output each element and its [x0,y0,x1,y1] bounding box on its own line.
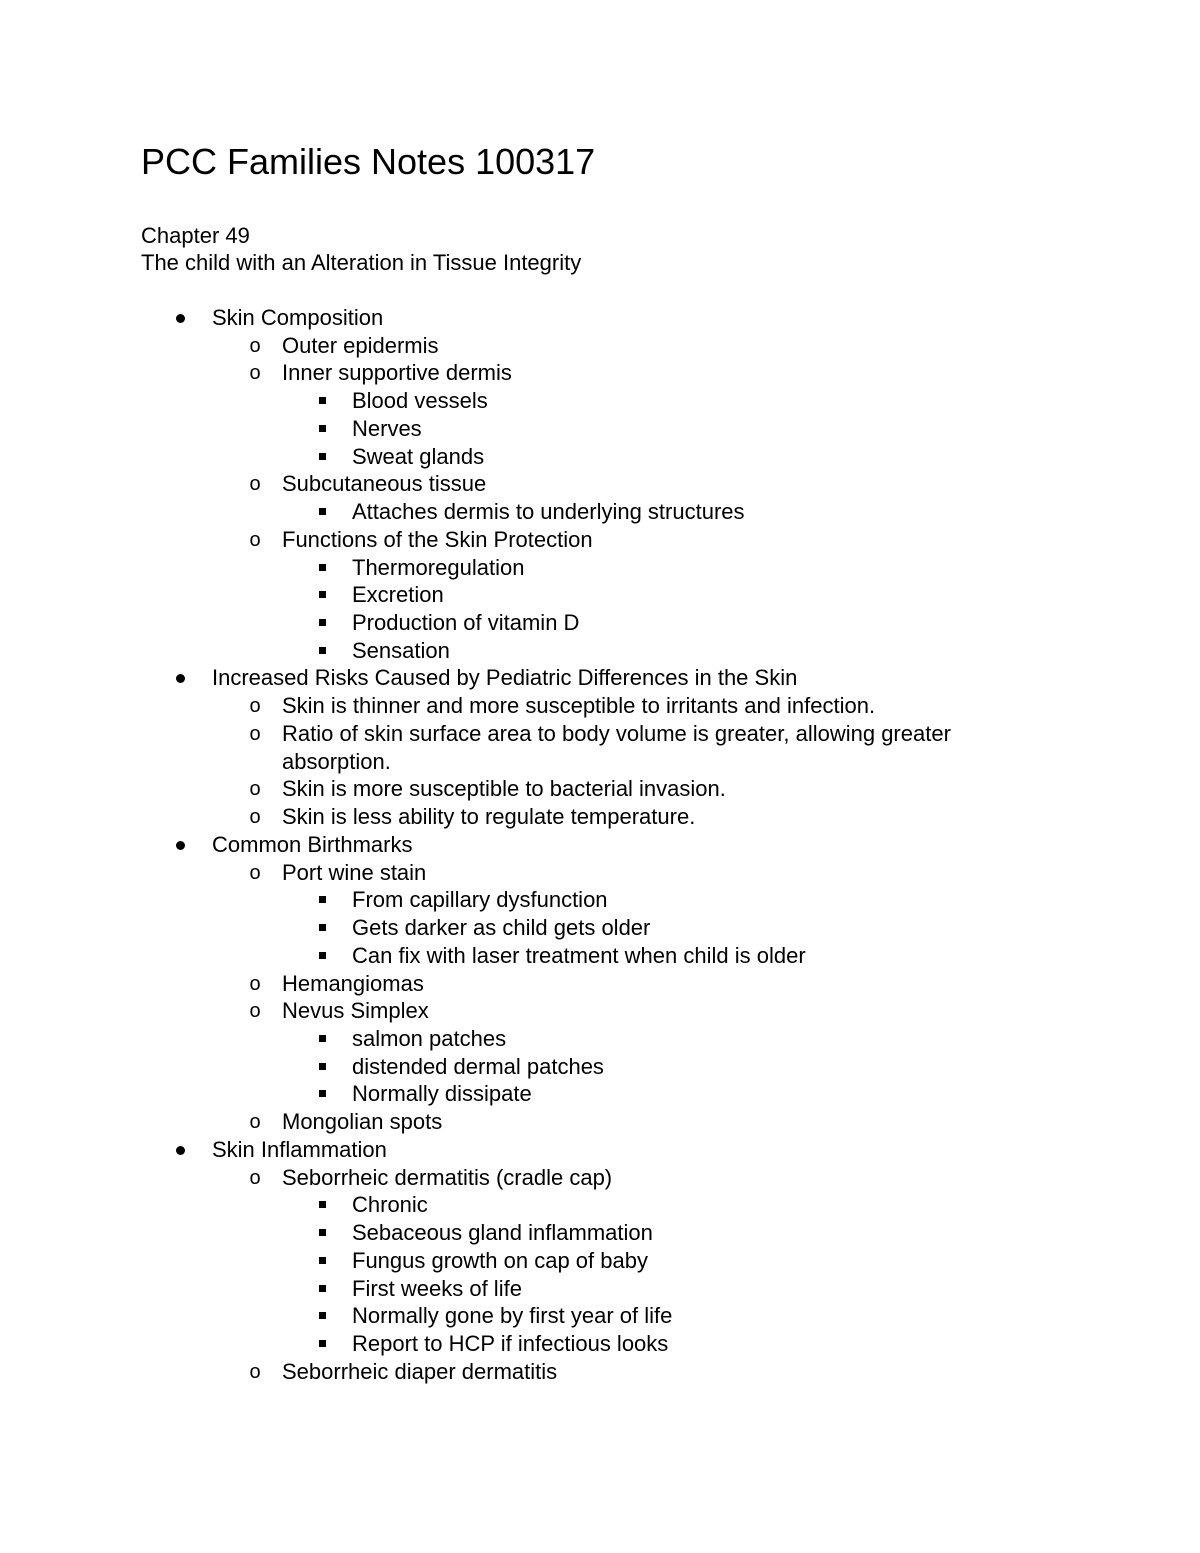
bullet-circle-icon: o [249,362,261,385]
outline-item-level-2 [0,1053,1200,1081]
outline-item-level-0 [0,1136,1200,1164]
outline-item-level-2 [0,886,1200,914]
outline-item-text: Production of vitamin D [352,610,580,636]
bullet-circle-icon: o [249,1360,261,1383]
outline-item-level-1 [0,1164,1200,1192]
bullet-circle-icon: o [249,1000,261,1023]
outline-item-level-2 [0,1330,1200,1358]
outline-item-level-2 [0,1219,1200,1247]
outline-item-text: Subcutaneous tissue [282,471,487,497]
outline-item-text: Seborrheic dermatitis (cradle cap) [282,1164,613,1190]
outline-item-text: First weeks of life [352,1275,522,1301]
outline-item-level-2 [0,1247,1200,1275]
outline-item-text: Normally dissipate [352,1081,532,1107]
outline-item-text: Inner supportive dermis [282,360,512,386]
chapter-subtitle: The child with an Alteration in Tissue Integrity [141,250,582,275]
outline-item-text: Blood vessels [352,388,488,414]
outline-item-level-1 [0,970,1200,998]
bullet-circle-icon: o [249,334,261,357]
outline-item-level-0 [0,831,1200,859]
bullet-circle-icon: o [249,528,261,551]
outline-item-level-2 [0,443,1200,471]
bullet-circle-icon: o [249,806,261,829]
bullet-circle-icon: o [249,861,261,884]
outline-item-level-1 [0,775,1200,803]
outline-item-level-2 [0,914,1200,942]
outline-item-level-1 [0,1358,1200,1386]
outline-item-level-2 [0,1191,1200,1219]
chapter-heading: Chapter 49 [141,223,250,248]
bullet-circle-icon: o [249,1166,261,1189]
outline-item-text: Thermoregulation [352,554,525,580]
outline-item-text: Report to HCP if infectious looks [352,1331,669,1356]
outline-item-level-2 [0,415,1200,443]
outline-item-text: Skin is thinner and more susceptible to irritants and infection. [282,693,876,719]
outline-item-level-1 [0,859,1200,887]
outline-item-text: Mongolian spots [282,1109,443,1135]
outline-item-text: From capillary dysfunction [352,887,608,913]
outline-item-level-2 [0,609,1200,637]
outline-item-text: Fungus growth on cap of baby [352,1247,648,1273]
outline-item-text: Gets darker as child gets older [352,915,651,941]
outline-item-text: Chronic [352,1192,428,1218]
outline-item-text: Hemangiomas [282,970,424,996]
outline-item-level-2 [0,637,1200,665]
bullet-circle-icon: o [249,778,261,801]
outline-item-level-cont [0,748,1200,776]
outline-item-text: Can fix with laser treatment when child is older [352,942,806,968]
outline-item-text: Ratio of skin surface area to body volume is greater, allowing greater [282,720,951,746]
outline-item-text: Sensation [352,637,450,663]
outline-item-level-2 [0,1025,1200,1053]
bullet-circle-icon: o [249,1111,261,1134]
outline-item-level-2 [0,581,1200,609]
outline-item-level-1 [0,359,1200,387]
outline-item-level-2 [0,498,1200,526]
outline-item-text: Nerves [352,415,422,441]
bullet-circle-icon: o [249,695,261,718]
outline-item-text: Port wine stain [282,859,427,885]
bullet-circle-icon: o [249,722,261,745]
outline-item-level-2 [0,1302,1200,1330]
outline-item-level-0 [0,664,1200,692]
outline-item-text: Excretion [352,582,444,608]
outline-item-text: Sebaceous gland inflammation [352,1220,653,1246]
bullet-circle-icon: o [249,473,261,496]
outline-item-text: Seborrheic diaper dermatitis [282,1358,558,1384]
outline-item-text: Normally gone by first year of life [352,1303,673,1329]
outline-item-text: Common Birthmarks [212,831,413,857]
outline-item-level-0 [0,304,1200,332]
outline-item-text: Increased Risks Caused by Pediatric Differences in the Skin [212,665,798,691]
outline-item-text: Skin Composition [212,305,384,330]
outline-item-text: salmon patches [352,1025,507,1051]
outline-item-level-2 [0,554,1200,582]
outline-item-level-1 [0,470,1200,498]
outline-item-level-2 [0,1275,1200,1303]
outline-item-text: absorption. [282,748,391,774]
outline-item-text: Attaches dermis to underlying structures [352,499,745,525]
outline-item-level-1 [0,720,1200,748]
outline-item-level-1 [0,997,1200,1025]
outline-item-text: Skin is less ability to regulate temperature. [282,804,696,830]
outline-item-text: distended dermal patches [352,1053,604,1079]
outline-item-level-2 [0,942,1200,970]
outline-item-text: Nevus Simplex [282,998,429,1024]
bullet-circle-icon: o [249,972,261,995]
outline-item-text: Functions of the Skin Protection [282,526,593,552]
outline-item-text: Outer epidermis [282,332,439,358]
outline-item-level-1 [0,692,1200,720]
outline-item-text: Sweat glands [352,443,485,469]
document-title: PCC Families Notes 100317 [141,141,596,182]
outline-item-level-1 [0,803,1200,831]
outline-item-level-1 [0,526,1200,554]
outline-item-level-1 [0,1108,1200,1136]
outline-item-level-2 [0,1080,1200,1108]
outline-item-text: Skin is more susceptible to bacterial invasion. [282,776,726,802]
outline-item-level-2 [0,387,1200,415]
outline-item-level-1 [0,332,1200,360]
outline-item-text: Skin Inflammation [212,1136,387,1162]
